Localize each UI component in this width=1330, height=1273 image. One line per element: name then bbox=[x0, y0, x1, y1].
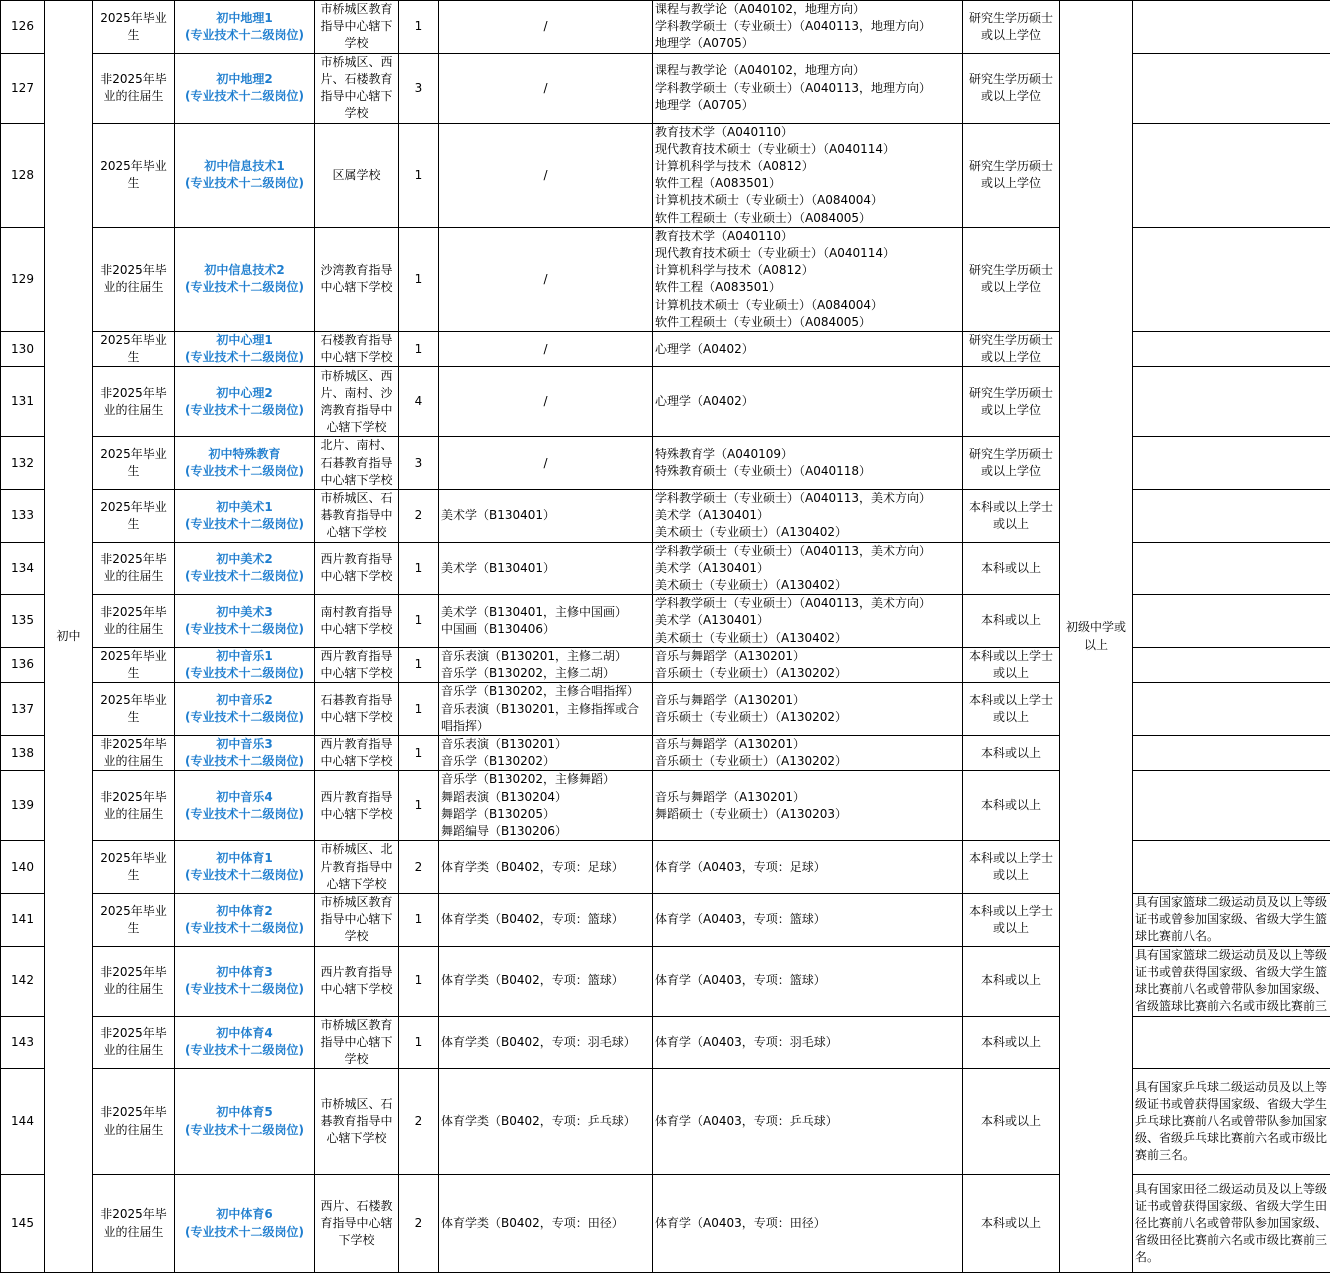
other-requirement bbox=[1133, 683, 1330, 736]
grad-major bbox=[653, 1175, 963, 1273]
row-number: 127 bbox=[1, 53, 45, 123]
undergrad-major-item: 体育学类（B0402，专项：田径） bbox=[441, 1215, 650, 1232]
grad-major-item: 音乐硕士（专业硕士）（A130202） bbox=[655, 665, 960, 682]
headcount: 1 bbox=[399, 683, 439, 736]
degree-requirement: 本科或以上 bbox=[963, 771, 1060, 841]
undergrad-major-item: / bbox=[441, 80, 650, 97]
grad-major bbox=[653, 595, 963, 648]
applicant-type: 非2025年毕业的往届生 bbox=[93, 771, 175, 841]
post-title: 初中心理2 bbox=[177, 385, 312, 402]
grad-major-item: 美术硕士（专业硕士）（A130402） bbox=[655, 630, 960, 647]
post-title: 初中体育4 bbox=[177, 1025, 312, 1042]
applicant-type: 非2025年毕业的往届生 bbox=[93, 735, 175, 770]
headcount: 1 bbox=[399, 946, 439, 1016]
headcount: 1 bbox=[399, 771, 439, 841]
post-name bbox=[175, 1069, 315, 1175]
grad-major bbox=[653, 123, 963, 227]
headcount: 1 bbox=[399, 595, 439, 648]
grad-major bbox=[653, 735, 963, 770]
degree-requirement: 本科或以上 bbox=[963, 1175, 1060, 1273]
grad-major bbox=[653, 647, 963, 682]
post-level: (专业技术十二级岗位) bbox=[177, 463, 312, 480]
post-name bbox=[175, 1175, 315, 1273]
post-title: 初中美术1 bbox=[177, 499, 312, 516]
post-name bbox=[175, 893, 315, 946]
post-name bbox=[175, 647, 315, 682]
post-level: (专业技术十二级岗位) bbox=[177, 402, 312, 419]
undergrad-major bbox=[439, 893, 653, 946]
post-title: 初中美术3 bbox=[177, 604, 312, 621]
post-title: 初中音乐2 bbox=[177, 692, 312, 709]
other-requirement: 具有国家篮球二级运动员及以上等级证书或曾参加国家级、省级大学生篮球比赛前八名。 bbox=[1133, 893, 1330, 946]
other-requirement bbox=[1133, 490, 1330, 543]
applicant-type: 非2025年毕业的往届生 bbox=[93, 53, 175, 123]
post-level: (专业技术十二级岗位) bbox=[177, 920, 312, 937]
other-requirement bbox=[1133, 771, 1330, 841]
grad-major-item: 音乐与舞蹈学（A130201） bbox=[655, 789, 960, 806]
undergrad-major bbox=[439, 437, 653, 490]
grad-major bbox=[653, 893, 963, 946]
row-number: 141 bbox=[1, 893, 45, 946]
post-title: 初中美术2 bbox=[177, 551, 312, 568]
grad-major bbox=[653, 1, 963, 54]
undergrad-major bbox=[439, 1175, 653, 1273]
undergrad-major-item: 美术学（B130401，主修中国画） bbox=[441, 604, 650, 621]
other-requirement bbox=[1133, 332, 1330, 367]
applicant-type: 2025年毕业生 bbox=[93, 1, 175, 54]
headcount: 1 bbox=[399, 1, 439, 54]
applicant-type: 非2025年毕业的往届生 bbox=[93, 227, 175, 331]
post-title: 初中体育5 bbox=[177, 1104, 312, 1121]
headcount: 2 bbox=[399, 1069, 439, 1175]
other-requirement bbox=[1133, 647, 1330, 682]
row-number: 143 bbox=[1, 1016, 45, 1069]
undergrad-major-item: 音乐学（B130202，主修舞蹈） bbox=[441, 771, 650, 788]
other-requirement bbox=[1133, 735, 1330, 770]
grad-major-item: 心理学（A0402） bbox=[655, 393, 960, 410]
degree-requirement: 研究生学历硕士或以上学位 bbox=[963, 1, 1060, 54]
undergrad-major bbox=[439, 332, 653, 367]
undergrad-major-item: / bbox=[441, 18, 650, 35]
undergrad-major-item: / bbox=[441, 341, 650, 358]
hiring-unit: 区属学校 bbox=[315, 123, 399, 227]
grad-major-item: 学科教学硕士（专业硕士）（A040113，地理方向） bbox=[655, 80, 960, 97]
degree-requirement: 研究生学历硕士或以上学位 bbox=[963, 53, 1060, 123]
post-title: 初中音乐1 bbox=[177, 648, 312, 665]
hiring-unit: 西片教育指导中心辖下学校 bbox=[315, 542, 399, 595]
post-level: (专业技术十二级岗位) bbox=[177, 279, 312, 296]
applicant-type: 非2025年毕业的往届生 bbox=[93, 946, 175, 1016]
undergrad-major-item: 美术学（B130401） bbox=[441, 560, 650, 577]
hiring-unit: 市桥城区、石碁教育指导中心辖下学校 bbox=[315, 1069, 399, 1175]
grad-major bbox=[653, 542, 963, 595]
applicant-type: 2025年毕业生 bbox=[93, 683, 175, 736]
grad-major-item: 软件工程硕士（专业硕士）（A084005） bbox=[655, 210, 960, 227]
undergrad-major bbox=[439, 1016, 653, 1069]
table-body bbox=[1, 1, 1330, 1273]
applicant-type: 非2025年毕业的往届生 bbox=[93, 1069, 175, 1175]
applicant-type: 2025年毕业生 bbox=[93, 841, 175, 894]
hiring-unit: 市桥城区教育指导中心辖下学校 bbox=[315, 1016, 399, 1069]
undergrad-major-item: 音乐表演（B130201，主修二胡） bbox=[441, 648, 650, 665]
post-level: (专业技术十二级岗位) bbox=[177, 753, 312, 770]
grad-major-item: 美术硕士（专业硕士）（A130402） bbox=[655, 577, 960, 594]
undergrad-major-item: / bbox=[441, 271, 650, 288]
undergrad-major bbox=[439, 227, 653, 331]
grad-major bbox=[653, 946, 963, 1016]
grad-major-item: 学科教学硕士（专业硕士）（A040113，美术方向） bbox=[655, 543, 960, 560]
grad-major bbox=[653, 332, 963, 367]
other-requirement bbox=[1133, 123, 1330, 227]
row-number: 132 bbox=[1, 437, 45, 490]
post-level: (专业技术十二级岗位) bbox=[177, 1122, 312, 1139]
post-name bbox=[175, 946, 315, 1016]
applicant-type: 2025年毕业生 bbox=[93, 437, 175, 490]
other-requirement bbox=[1133, 437, 1330, 490]
grad-major bbox=[653, 771, 963, 841]
degree-requirement: 本科或以上 bbox=[963, 542, 1060, 595]
undergrad-major-item: 舞蹈学（B130205） bbox=[441, 806, 650, 823]
hiring-unit: 西片教育指导中心辖下学校 bbox=[315, 735, 399, 770]
post-level: (专业技术十二级岗位) bbox=[177, 88, 312, 105]
post-title: 初中音乐4 bbox=[177, 789, 312, 806]
grad-major-item: 特殊教育学（A040109） bbox=[655, 446, 960, 463]
other-requirement bbox=[1133, 367, 1330, 437]
undergrad-major bbox=[439, 123, 653, 227]
grad-major-item: 地理学（A0705） bbox=[655, 35, 960, 52]
grad-major-item: 软件工程（A083501） bbox=[655, 279, 960, 296]
row-number: 139 bbox=[1, 771, 45, 841]
row-number: 138 bbox=[1, 735, 45, 770]
headcount: 2 bbox=[399, 490, 439, 543]
applicant-type: 2025年毕业生 bbox=[93, 893, 175, 946]
post-level: (专业技术十二级岗位) bbox=[177, 981, 312, 998]
grad-major-item: 课程与教学论（A040102，地理方向） bbox=[655, 1, 960, 18]
row-number: 145 bbox=[1, 1175, 45, 1273]
grad-major bbox=[653, 367, 963, 437]
undergrad-major bbox=[439, 53, 653, 123]
other-requirement bbox=[1133, 1, 1330, 54]
undergrad-major-item: 音乐表演（B130201，主修指挥或合唱指挥） bbox=[441, 701, 650, 735]
hiring-unit: 沙湾教育指导中心辖下学校 bbox=[315, 227, 399, 331]
degree-requirement: 本科或以上 bbox=[963, 1016, 1060, 1069]
post-title: 初中地理1 bbox=[177, 10, 312, 27]
grad-major-item: 体育学（A0403，专项：乒乓球） bbox=[655, 1113, 960, 1130]
undergrad-major bbox=[439, 841, 653, 894]
row-number: 135 bbox=[1, 595, 45, 648]
grad-major-item: 教育技术学（A040110） bbox=[655, 124, 960, 141]
grad-major-item: 计算机技术硕士（专业硕士）（A084004） bbox=[655, 297, 960, 314]
grad-major-item: 心理学（A0402） bbox=[655, 341, 960, 358]
post-title: 初中音乐3 bbox=[177, 736, 312, 753]
row-number: 140 bbox=[1, 841, 45, 894]
table-row bbox=[1, 1, 1330, 54]
undergrad-major-item: 音乐学（B130202） bbox=[441, 753, 650, 770]
grad-major-item: 美术硕士（专业硕士）（A130402） bbox=[655, 524, 960, 541]
grad-major-item: 音乐与舞蹈学（A130201） bbox=[655, 736, 960, 753]
applicant-type: 非2025年毕业的往届生 bbox=[93, 1175, 175, 1273]
undergrad-major bbox=[439, 683, 653, 736]
post-level: (专业技术十二级岗位) bbox=[177, 867, 312, 884]
applicant-type: 2025年毕业生 bbox=[93, 332, 175, 367]
degree-requirement: 本科或以上学士或以上 bbox=[963, 893, 1060, 946]
grad-major bbox=[653, 683, 963, 736]
headcount: 3 bbox=[399, 53, 439, 123]
grad-major-item: 现代教育技术硕士（专业硕士）（A040114） bbox=[655, 141, 960, 158]
headcount: 4 bbox=[399, 367, 439, 437]
post-title: 初中体育6 bbox=[177, 1206, 312, 1223]
applicant-type: 2025年毕业生 bbox=[93, 490, 175, 543]
row-number: 142 bbox=[1, 946, 45, 1016]
headcount: 2 bbox=[399, 1175, 439, 1273]
other-requirement bbox=[1133, 841, 1330, 894]
hiring-unit: 西片教育指导中心辖下学校 bbox=[315, 647, 399, 682]
undergrad-major-item: 美术学（B130401） bbox=[441, 507, 650, 524]
undergrad-major-item: 体育学类（B0402，专项：足球） bbox=[441, 859, 650, 876]
post-title: 初中心理1 bbox=[177, 332, 312, 349]
undergrad-major-item: 体育学类（B0402，专项：羽毛球） bbox=[441, 1034, 650, 1051]
row-number: 128 bbox=[1, 123, 45, 227]
grad-major bbox=[653, 1069, 963, 1175]
post-name bbox=[175, 542, 315, 595]
post-level: (专业技术十二级岗位) bbox=[177, 665, 312, 682]
grad-major-item: 体育学（A0403，专项：田径） bbox=[655, 1215, 960, 1232]
post-title: 初中特殊教育 bbox=[177, 446, 312, 463]
hiring-unit: 市桥城区教育指导中心辖下学校 bbox=[315, 893, 399, 946]
grad-major-item: 计算机科学与技术（A0812） bbox=[655, 262, 960, 279]
post-name bbox=[175, 1, 315, 54]
undergrad-major-item: 体育学类（B0402，专项：篮球） bbox=[441, 911, 650, 928]
applicant-type: 2025年毕业生 bbox=[93, 123, 175, 227]
undergrad-major bbox=[439, 771, 653, 841]
grad-major-item: 体育学（A0403，专项：篮球） bbox=[655, 972, 960, 989]
post-name bbox=[175, 123, 315, 227]
undergrad-major-item: 音乐学（B130202，主修合唱指挥） bbox=[441, 683, 650, 700]
degree-requirement: 本科或以上学士或以上 bbox=[963, 841, 1060, 894]
undergrad-major-item: / bbox=[441, 393, 650, 410]
degree-requirement: 本科或以上学士或以上 bbox=[963, 490, 1060, 543]
hiring-unit: 西片、石楼教育指导中心辖下学校 bbox=[315, 1175, 399, 1273]
undergrad-major-item: 音乐表演（B130201） bbox=[441, 736, 650, 753]
post-name bbox=[175, 53, 315, 123]
degree-requirement: 本科或以上 bbox=[963, 735, 1060, 770]
post-level: (专业技术十二级岗位) bbox=[177, 349, 312, 366]
applicant-type: 非2025年毕业的往届生 bbox=[93, 595, 175, 648]
grad-major-item: 舞蹈硕士（专业硕士）（A130203） bbox=[655, 806, 960, 823]
applicant-type: 非2025年毕业的往届生 bbox=[93, 542, 175, 595]
grad-major-item: 软件工程（A083501） bbox=[655, 175, 960, 192]
grad-major-item: 课程与教学论（A040102，地理方向） bbox=[655, 62, 960, 79]
hiring-unit: 石碁教育指导中心辖下学校 bbox=[315, 683, 399, 736]
undergrad-major bbox=[439, 946, 653, 1016]
headcount: 1 bbox=[399, 227, 439, 331]
grad-major-item: 学科教学硕士（专业硕士）（A040113，美术方向） bbox=[655, 595, 960, 612]
grad-major bbox=[653, 1016, 963, 1069]
degree-requirement: 研究生学历硕士或以上学位 bbox=[963, 437, 1060, 490]
post-level: (专业技术十二级岗位) bbox=[177, 1042, 312, 1059]
grad-major-item: 学科教学硕士（专业硕士）（A040113，地理方向） bbox=[655, 18, 960, 35]
row-number: 134 bbox=[1, 542, 45, 595]
post-name bbox=[175, 227, 315, 331]
hiring-unit: 石楼教育指导中心辖下学校 bbox=[315, 332, 399, 367]
degree-requirement: 本科或以上 bbox=[963, 1069, 1060, 1175]
post-level: (专业技术十二级岗位) bbox=[177, 516, 312, 533]
grad-major bbox=[653, 841, 963, 894]
post-level: (专业技术十二级岗位) bbox=[177, 175, 312, 192]
hiring-unit: 市桥城区、西片、石楼教育指导中心辖下学校 bbox=[315, 53, 399, 123]
grad-major-item: 软件工程硕士（专业硕士）（A084005） bbox=[655, 314, 960, 331]
post-level: (专业技术十二级岗位) bbox=[177, 806, 312, 823]
other-requirement bbox=[1133, 53, 1330, 123]
grad-major-item: 特殊教育硕士（专业硕士）（A040118） bbox=[655, 463, 960, 480]
post-name bbox=[175, 490, 315, 543]
hiring-unit: 市桥城区教育指导中心辖下学校 bbox=[315, 1, 399, 54]
row-number: 136 bbox=[1, 647, 45, 682]
degree-requirement: 本科或以上 bbox=[963, 595, 1060, 648]
grad-major-item: 现代教育技术硕士（专业硕士）（A040114） bbox=[655, 245, 960, 262]
undergrad-major-item: 体育学类（B0402，专项：篮球） bbox=[441, 972, 650, 989]
hiring-unit: 市桥城区、西片、南村、沙湾教育指导中心辖下学校 bbox=[315, 367, 399, 437]
grad-major-item: 体育学（A0403，专项：篮球） bbox=[655, 911, 960, 928]
undergrad-major bbox=[439, 1069, 653, 1175]
post-level: (专业技术十二级岗位) bbox=[177, 621, 312, 638]
grad-major bbox=[653, 53, 963, 123]
grad-major bbox=[653, 490, 963, 543]
post-name bbox=[175, 437, 315, 490]
post-name bbox=[175, 595, 315, 648]
other-requirement bbox=[1133, 1016, 1330, 1069]
undergrad-major bbox=[439, 490, 653, 543]
post-title: 初中信息技术2 bbox=[177, 262, 312, 279]
post-level: (专业技术十二级岗位) bbox=[177, 568, 312, 585]
undergrad-major-item: / bbox=[441, 167, 650, 184]
post-level: (专业技术十二级岗位) bbox=[177, 27, 312, 44]
undergrad-major bbox=[439, 367, 653, 437]
undergrad-major bbox=[439, 1, 653, 54]
hiring-unit: 西片教育指导中心辖下学校 bbox=[315, 771, 399, 841]
hiring-unit: 市桥城区、石碁教育指导中心辖下学校 bbox=[315, 490, 399, 543]
other-requirement: 具有国家田径二级运动员及以上等级证书或曾获得国家级、省级大学生田径比赛前八名或曾带队参加国家级、省级田径比赛前六名或市级比赛前三名。 bbox=[1133, 1175, 1330, 1273]
post-title: 初中体育3 bbox=[177, 964, 312, 981]
teacher-qualification: 初级中学或以上 bbox=[1060, 1, 1133, 1273]
grad-major-item: 美术学（A130401） bbox=[655, 560, 960, 577]
headcount: 1 bbox=[399, 893, 439, 946]
applicant-type: 非2025年毕业的往届生 bbox=[93, 1016, 175, 1069]
post-name bbox=[175, 771, 315, 841]
undergrad-major-item: 舞蹈编导（B130206） bbox=[441, 823, 650, 840]
degree-requirement: 本科或以上 bbox=[963, 946, 1060, 1016]
row-number: 144 bbox=[1, 1069, 45, 1175]
degree-requirement: 研究生学历硕士或以上学位 bbox=[963, 332, 1060, 367]
headcount: 1 bbox=[399, 735, 439, 770]
applicant-type: 非2025年毕业的往届生 bbox=[93, 367, 175, 437]
headcount: 3 bbox=[399, 437, 439, 490]
post-level: (专业技术十二级岗位) bbox=[177, 709, 312, 726]
post-title: 初中信息技术1 bbox=[177, 158, 312, 175]
row-number: 137 bbox=[1, 683, 45, 736]
post-title: 初中地理2 bbox=[177, 71, 312, 88]
undergrad-major-item: 音乐学（B130202，主修二胡） bbox=[441, 665, 650, 682]
post-name bbox=[175, 367, 315, 437]
grad-major-item: 音乐硕士（专业硕士）（A130202） bbox=[655, 709, 960, 726]
undergrad-major-item: 舞蹈表演（B130204） bbox=[441, 789, 650, 806]
hiring-unit: 北片、南村、石碁教育指导中心辖下学校 bbox=[315, 437, 399, 490]
post-name bbox=[175, 1016, 315, 1069]
grad-major-item: 学科教学硕士（专业硕士）（A040113，美术方向） bbox=[655, 490, 960, 507]
hiring-unit: 西片教育指导中心辖下学校 bbox=[315, 946, 399, 1016]
undergrad-major bbox=[439, 595, 653, 648]
headcount: 1 bbox=[399, 332, 439, 367]
post-name bbox=[175, 735, 315, 770]
row-number: 131 bbox=[1, 367, 45, 437]
post-name bbox=[175, 683, 315, 736]
school-stage: 初中 bbox=[45, 1, 93, 1273]
row-number: 126 bbox=[1, 1, 45, 54]
headcount: 1 bbox=[399, 542, 439, 595]
grad-major-item: 体育学（A0403，专项：羽毛球） bbox=[655, 1034, 960, 1051]
degree-requirement: 研究生学历硕士或以上学位 bbox=[963, 367, 1060, 437]
undergrad-major bbox=[439, 542, 653, 595]
other-requirement bbox=[1133, 227, 1330, 331]
row-number: 129 bbox=[1, 227, 45, 331]
post-name bbox=[175, 332, 315, 367]
degree-requirement: 研究生学历硕士或以上学位 bbox=[963, 227, 1060, 331]
grad-major bbox=[653, 437, 963, 490]
grad-major bbox=[653, 227, 963, 331]
other-requirement: 具有国家篮球二级运动员及以上等级证书或曾获得国家级、省级大学生篮球比赛前八名或曾带队参加国家级、省级篮球比赛前六名或市级比赛前三 bbox=[1133, 946, 1330, 1016]
degree-requirement: 本科或以上学士或以上 bbox=[963, 647, 1060, 682]
grad-major-item: 地理学（A0705） bbox=[655, 97, 960, 114]
grad-major-item: 体育学（A0403，专项：足球） bbox=[655, 859, 960, 876]
grad-major-item: 音乐与舞蹈学（A130201） bbox=[655, 648, 960, 665]
grad-major-item: 音乐与舞蹈学（A130201） bbox=[655, 692, 960, 709]
post-title: 初中体育2 bbox=[177, 903, 312, 920]
grad-major-item: 计算机技术硕士（专业硕士）（A084004） bbox=[655, 192, 960, 209]
row-number: 133 bbox=[1, 490, 45, 543]
headcount: 1 bbox=[399, 647, 439, 682]
other-requirement bbox=[1133, 595, 1330, 648]
hiring-unit: 南村教育指导中心辖下学校 bbox=[315, 595, 399, 648]
grad-major-item: 教育技术学（A040110） bbox=[655, 228, 960, 245]
row-number: 130 bbox=[1, 332, 45, 367]
headcount: 1 bbox=[399, 1016, 439, 1069]
undergrad-major-item: / bbox=[441, 455, 650, 472]
undergrad-major-item: 体育学类（B0402，专项：乒乓球） bbox=[441, 1113, 650, 1130]
headcount: 1 bbox=[399, 123, 439, 227]
degree-requirement: 本科或以上学士或以上 bbox=[963, 683, 1060, 736]
undergrad-major bbox=[439, 735, 653, 770]
grad-major-item: 计算机科学与技术（A0812） bbox=[655, 158, 960, 175]
undergrad-major-item: 中国画（B130406） bbox=[441, 621, 650, 638]
grad-major-item: 音乐硕士（专业硕士）（A130202） bbox=[655, 753, 960, 770]
other-requirement: 具有国家乒乓球二级运动员及以上等级证书或曾获得国家级、省级大学生乒乓球比赛前八名或曾带队参加国家级、省级乒乓球比赛前六名或市级比赛前三名。 bbox=[1133, 1069, 1330, 1175]
post-name bbox=[175, 841, 315, 894]
applicant-type: 2025年毕业生 bbox=[93, 647, 175, 682]
undergrad-major bbox=[439, 647, 653, 682]
post-level: (专业技术十二级岗位) bbox=[177, 1224, 312, 1241]
grad-major-item: 美术学（A130401） bbox=[655, 507, 960, 524]
degree-requirement: 研究生学历硕士或以上学位 bbox=[963, 123, 1060, 227]
post-title: 初中体育1 bbox=[177, 850, 312, 867]
hiring-unit: 市桥城区、北片教育指导中心辖下学校 bbox=[315, 841, 399, 894]
other-requirement bbox=[1133, 542, 1330, 595]
headcount: 2 bbox=[399, 841, 439, 894]
grad-major-item: 美术学（A130401） bbox=[655, 612, 960, 629]
